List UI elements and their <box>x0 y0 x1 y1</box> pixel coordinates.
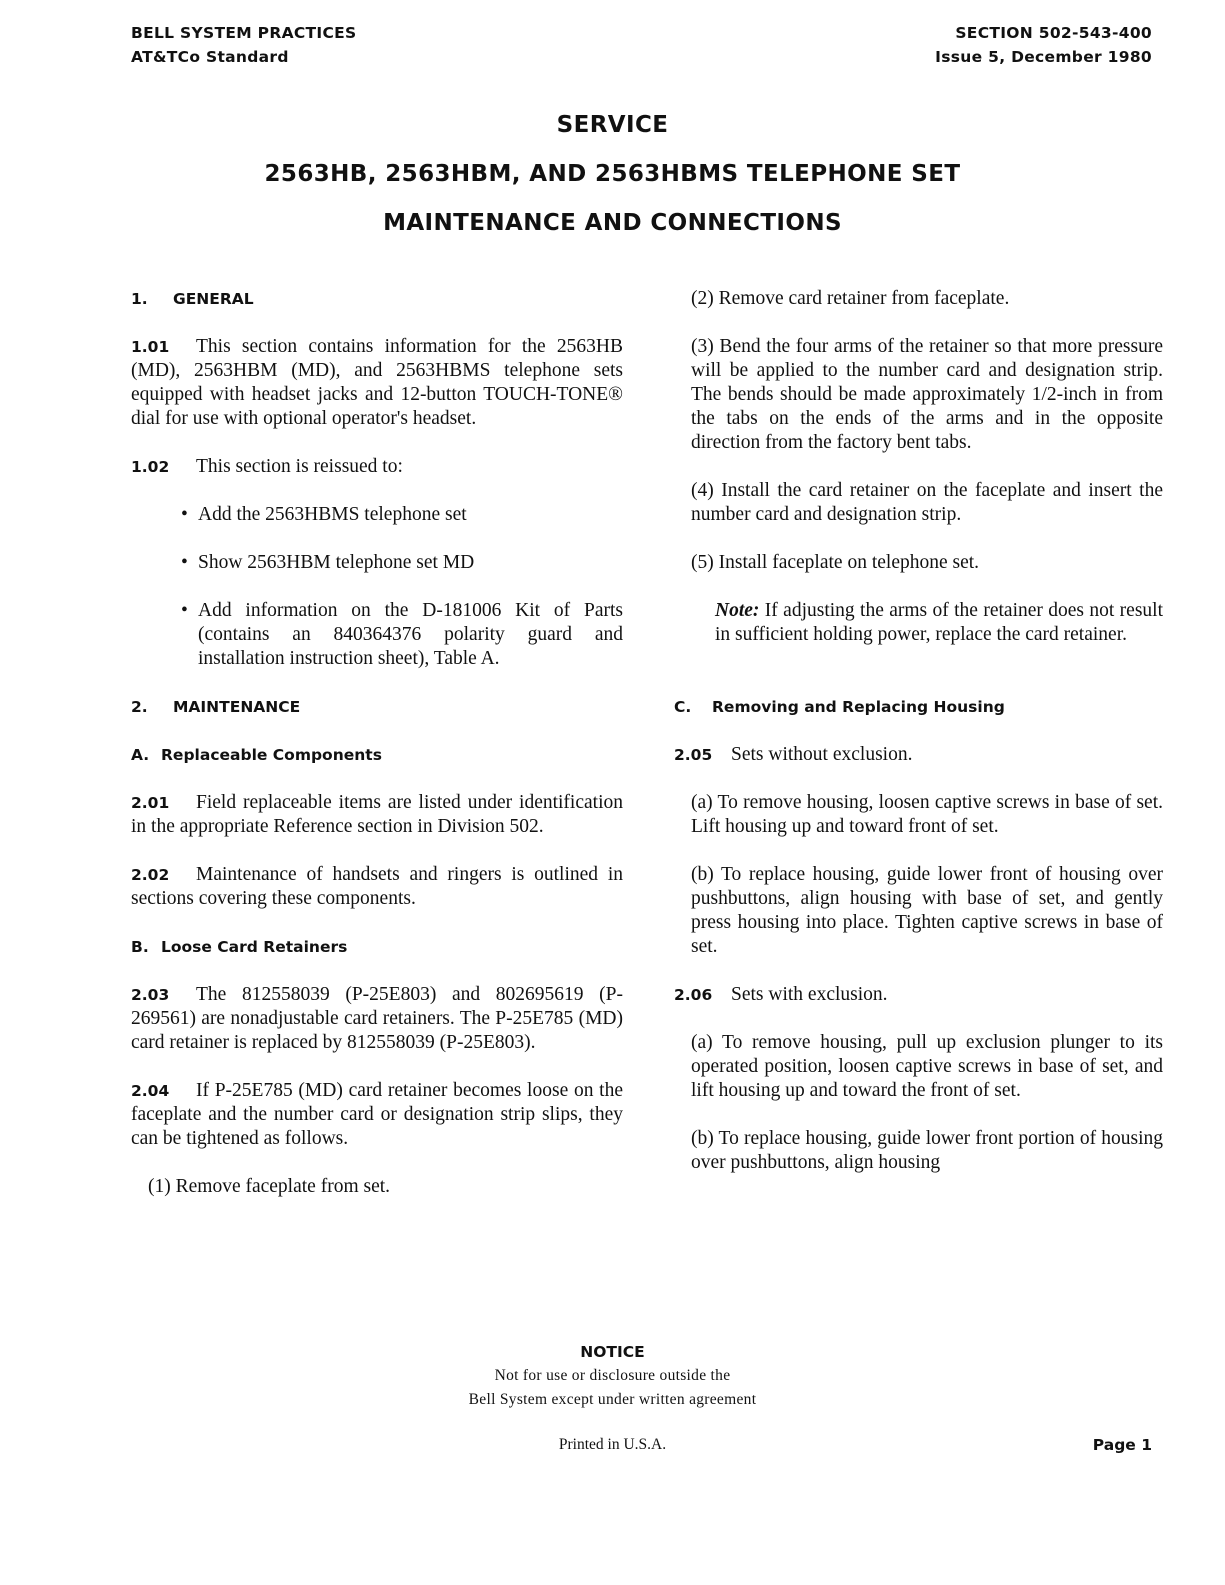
notice-block <box>0 1340 1225 1412</box>
running-header-left <box>131 21 357 69</box>
doc-category-title: SERVICE <box>556 112 669 138</box>
doc-subtitle: MAINTENANCE AND CONNECTIONS <box>383 210 842 236</box>
issue-date: Issue 5, December 1980 <box>935 48 1152 66</box>
note-text: If adjusting the arms of the retainer does not result in sufficient holding power, replace the card retainer. <box>715 600 1164 645</box>
subsection-heading-b: B. Loose Card Retainers <box>131 938 348 956</box>
page-number: Page 1 <box>1092 1436 1152 1454</box>
list-item: • Show 2563HBM telephone set MD <box>181 552 475 573</box>
list-item: • Add the 2563HBMS telephone set <box>181 504 467 525</box>
list-item: • Add information on the D-181006 Kit of Parts (contains an 840364376 polarity guard and installation instruction sheet), Table A. <box>181 600 623 669</box>
procedure-step-2-05-b: (b) To replace housing, guide lower front of housing over pushbuttons, align housing with base of set, and gently press housing into place. Tighten captive screws in base of set. <box>691 864 1163 957</box>
procedure-step-2-06-b: (b) To replace housing, guide lower front portion of housing over pushbuttons, align housing <box>691 1128 1163 1173</box>
reissue-reasons-list <box>131 503 623 671</box>
paragraph-2-06: 2.06 Sets with exclusion. <box>674 984 888 1005</box>
procedure-step-1: (1) Remove faceplate from set. <box>148 1176 391 1197</box>
section-heading-general: 1. GENERAL <box>131 290 254 308</box>
notice-line-2: Bell System except under written agreement <box>468 1391 757 1408</box>
subsection-heading-a: A. Replaceable Components <box>131 746 382 764</box>
bullet-icon: • <box>181 504 188 525</box>
bullet-icon: • <box>181 552 188 573</box>
doc-main-title: 2563HB, 2563HBM, AND 2563HBMS TELEPHONE SET <box>264 161 961 187</box>
note-block <box>715 599 1163 647</box>
bullet-icon: • <box>181 600 188 621</box>
notice-line-1: Not for use or disclosure outside the <box>494 1367 731 1384</box>
section-number: SECTION 502-543-400 <box>955 24 1152 42</box>
procedure-step-2-06-a: (a) To remove housing, pull up exclusion plunger to its operated position, loosen captive screws in base of set, and lift housing up and toward the front of set. <box>691 1032 1163 1101</box>
procedure-step-4: (4) Install the card retainer on the faceplate and insert the number card and designation strip. <box>691 480 1163 525</box>
paragraph-1-02: 1.02 This section is reissued to: <box>131 456 403 477</box>
notice-title: NOTICE <box>580 1343 645 1361</box>
subsection-heading-c: C. Removing and Replacing Housing <box>674 698 1005 716</box>
printed-in-label: Printed in U.S.A. <box>558 1436 667 1453</box>
paragraph-2-01: 2.01 Field replaceable items are listed under identification in the appropriate Reference section in Division 502. <box>131 792 623 837</box>
paragraph-2-02: 2.02 Maintenance of handsets and ringers is outlined in sections covering these components. <box>131 864 623 909</box>
paragraph-2-03: 2.03 The 812558039 (P-25E803) and 802695619 (P-269561) are nonadjustable card retainers. The P-25E785 (MD) card retainer is replaced by 812558039 (P-25E803). <box>131 984 623 1053</box>
paragraph-2-05: 2.05 Sets without exclusion. <box>674 744 913 765</box>
procedure-step-5: (5) Install faceplate on telephone set. <box>691 552 980 573</box>
procedure-step-3: (3) Bend the four arms of the retainer so that more pressure will be applied to the number card and designation strip. The bends should be made approximately 1/2-inch in from the tabs on the ends of the arms and in the opposite direction from the factory bent tabs. <box>691 336 1163 453</box>
paragraph-1-01: 1.01 This section contains information for the 2563HB (MD), 2563HBM (MD), and 2563HBMS telephone sets equipped with headset jacks and 12-button TOUCH-TONE® dial for use with optional operator's headset. <box>131 336 623 429</box>
left-column <box>131 287 623 1223</box>
publication-name: BELL SYSTEM PRACTICES <box>131 24 357 42</box>
section-heading-maintenance: 2. MAINTENANCE <box>131 698 301 716</box>
procedure-step-2-05-a: (a) To remove housing, loosen captive screws in base of set. Lift housing up and toward front of set. <box>691 792 1163 837</box>
note-label: Note: <box>715 600 760 621</box>
standard-label: AT&TCo Standard <box>131 48 289 66</box>
paragraph-2-04: 2.04 If P-25E785 (MD) card retainer becomes loose on the faceplate and the number card or designation strip slips, they can be tightened as follows. <box>131 1080 623 1149</box>
running-header-right <box>935 21 1152 69</box>
procedure-step-2: (2) Remove card retainer from faceplate. <box>691 288 1010 309</box>
right-column <box>674 287 1163 1199</box>
